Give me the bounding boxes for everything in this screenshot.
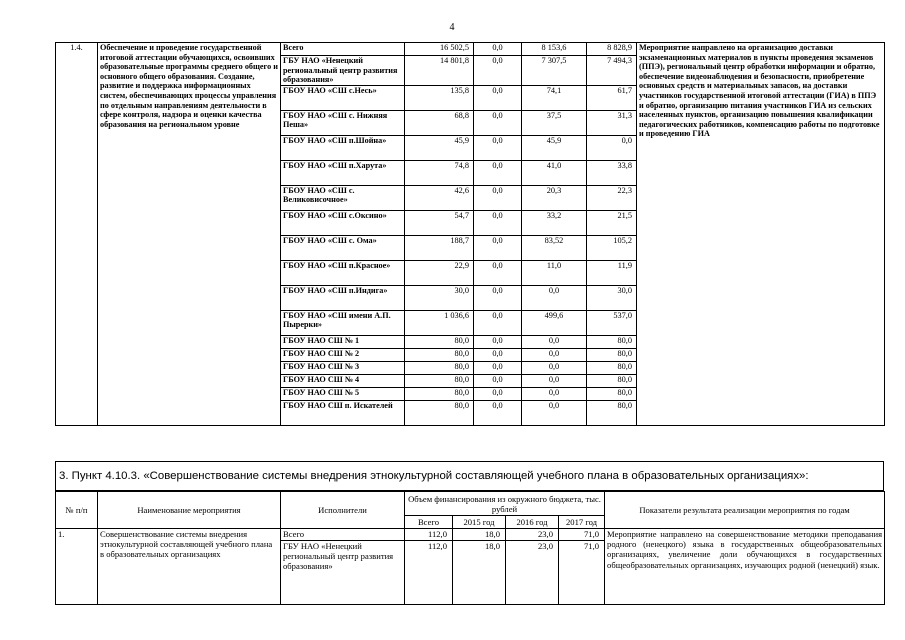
executor-name: ГБОУ НАО «СШ п.Шойна»	[281, 135, 405, 160]
amount-total: 80,0	[405, 361, 474, 374]
amount-total: 45,9	[405, 135, 474, 160]
executor-name: ГБУ НАО «Ненецкий региональный центр развития образования»	[281, 541, 405, 605]
amount-2016: 11,0	[522, 260, 587, 285]
header-executors: Исполнители	[281, 492, 405, 529]
activity-table-1-4	[55, 42, 885, 426]
section-title: 3. Пункт 4.10.3. «Совершенствование системы внедрения этнокультурной составляющей учебного плана в образовательных организациях»:	[55, 461, 884, 491]
header-total: Всего	[405, 516, 453, 529]
amount-2016: 23,0	[506, 541, 559, 605]
activity-name: Совершенствование системы внедрения этнокультурной составляющей учебного плана в образовательных организациях	[98, 529, 281, 605]
amount-2015: 0,0	[474, 361, 522, 374]
amount-2017: 7 494,3	[587, 56, 637, 86]
amount-2017: 71,0	[559, 541, 605, 605]
amount-2015: 0,0	[474, 210, 522, 235]
amount-total: 80,0	[405, 400, 474, 425]
amount-2015: 0,0	[474, 43, 522, 56]
amount-2017: 22,3	[587, 185, 637, 210]
amount-total: 14 801,8	[405, 56, 474, 86]
amount-2015: 18,0	[453, 529, 506, 541]
executor-name: ГБОУ НАО «СШ с.Несь»	[281, 85, 405, 110]
header-2015: 2015 год	[453, 516, 506, 529]
result-description: Мероприятие направлено на совершенствование методики преподавания родного (ненецкого) языка в государственных общеобразовательных организациях, увеличение доли обучающихся в государственных общеобразовательных организациях, изучающих родной (ненецкий) язык.	[605, 529, 885, 605]
amount-total: 188,7	[405, 235, 474, 260]
amount-2015: 0,0	[474, 387, 522, 400]
amount-total: 54,7	[405, 210, 474, 235]
amount-2017: 80,0	[587, 374, 637, 387]
amount-2016: 41,0	[522, 160, 587, 185]
amount-2016: 33,2	[522, 210, 587, 235]
executor-name: ГБОУ НАО «СШ с. Ома»	[281, 235, 405, 260]
executor-name: ГБОУ НАО «СШ п.Индига»	[281, 285, 405, 310]
amount-2017: 105,2	[587, 235, 637, 260]
amount-2016: 499,6	[522, 310, 587, 335]
amount-2017: 80,0	[587, 400, 637, 425]
amount-2016: 0,0	[522, 400, 587, 425]
amount-2016: 0,0	[522, 387, 587, 400]
amount-total: 68,8	[405, 110, 474, 135]
amount-total: 22,9	[405, 260, 474, 285]
executor-name: ГБОУ НАО «СШ п.Харута»	[281, 160, 405, 185]
executor-name: Всего	[281, 43, 405, 56]
row-number: 1.	[56, 529, 98, 605]
amount-2016: 7 307,5	[522, 56, 587, 86]
amount-total: 112,0	[405, 529, 453, 541]
executor-name: ГБОУ НАО СШ № 4	[281, 374, 405, 387]
amount-2016: 0,0	[522, 335, 587, 348]
executor-name: ГБОУ НАО СШ п. Искателей	[281, 400, 405, 425]
amount-2015: 0,0	[474, 335, 522, 348]
amount-2015: 0,0	[474, 260, 522, 285]
amount-2017: 11,9	[587, 260, 637, 285]
amount-total: 80,0	[405, 374, 474, 387]
activity-table-4-10-3	[55, 491, 885, 605]
amount-2016: 8 153,6	[522, 43, 587, 56]
executor-name: ГБОУ НАО «СШ с. Великовисочное»	[281, 185, 405, 210]
executor-name: ГБОУ НАО СШ № 5	[281, 387, 405, 400]
amount-2017: 80,0	[587, 361, 637, 374]
amount-2015: 0,0	[474, 235, 522, 260]
amount-total: 80,0	[405, 348, 474, 361]
amount-2015: 0,0	[474, 110, 522, 135]
activity-name: Обеспечение и проведение государственной итоговой аттестации обучающихся, освоивших образовательные программы среднего общего и основного общего образования. Создание, развитие и поддержка информационных систем, обеспечивающих процессы управления по отдельным направлениям деятельности в сфере контроля, надзора и оценки качества образования на региональном уровне	[98, 43, 281, 426]
amount-2015: 0,0	[474, 160, 522, 185]
amount-total: 30,0	[405, 285, 474, 310]
amount-2017: 80,0	[587, 387, 637, 400]
amount-total: 16 502,5	[405, 43, 474, 56]
amount-total: 74,8	[405, 160, 474, 185]
amount-2017: 33,8	[587, 160, 637, 185]
amount-2015: 18,0	[453, 541, 506, 605]
amount-2015: 0,0	[474, 85, 522, 110]
amount-2016: 0,0	[522, 361, 587, 374]
amount-2015: 0,0	[474, 185, 522, 210]
header-2017: 2017 год	[559, 516, 605, 529]
amount-total: 80,0	[405, 335, 474, 348]
amount-2017: 61,7	[587, 85, 637, 110]
executor-name: ГБОУ НАО «СШ с.Оксино»	[281, 210, 405, 235]
amount-2017: 80,0	[587, 335, 637, 348]
amount-2015: 0,0	[474, 310, 522, 335]
amount-2017: 0,0	[587, 135, 637, 160]
amount-total: 135,8	[405, 85, 474, 110]
amount-2015: 0,0	[474, 135, 522, 160]
executor-name: ГБУ НАО «Ненецкий региональный центр развития образования»	[281, 56, 405, 86]
amount-2015: 0,0	[474, 374, 522, 387]
amount-total: 112,0	[405, 541, 453, 605]
amount-2015: 0,0	[474, 348, 522, 361]
header-activity: Наименование мероприятия	[98, 492, 281, 529]
amount-2016: 83,52	[522, 235, 587, 260]
page-number: 4	[449, 22, 455, 33]
amount-2017: 31,3	[587, 110, 637, 135]
amount-total: 1 036,6	[405, 310, 474, 335]
amount-2017: 80,0	[587, 348, 637, 361]
amount-2017: 71,0	[559, 529, 605, 541]
amount-2017: 21,5	[587, 210, 637, 235]
amount-2017: 30,0	[587, 285, 637, 310]
result-description: Мероприятие направлено на организацию доставки экзаменационных материалов в пункты проведения экзаменов (ППЭ), региональный центр обработки информации и обратно, обеспечение видеонаблюдения и безопасности, приобретение основных средств и материальных запасов, на доставки участников государственной итоговой аттестации (ГИА) в ППЭ и обратно, организацию питания участников ГИА из сельских населенных пунктов, организацию повышения квалификации педагогических работников, компенсацию работы по подготовке и проведению ГИА	[637, 43, 885, 426]
executor-name: ГБОУ НАО «СШ п.Красное»	[281, 260, 405, 285]
header-result: Показатели результата реализации мероприятия по годам	[605, 492, 885, 529]
header-funding: Объем финансирования из окружного бюджета, тыс. рублей	[405, 492, 605, 516]
amount-2016: 45,9	[522, 135, 587, 160]
executor-name: Всего	[281, 529, 405, 541]
executor-name: ГБОУ НАО СШ № 2	[281, 348, 405, 361]
row-number: 1.4.	[56, 43, 98, 426]
amount-2015: 0,0	[474, 56, 522, 86]
header-2016: 2016 год	[506, 516, 559, 529]
amount-2015: 0,0	[474, 400, 522, 425]
header-num: № п/п	[56, 492, 98, 529]
amount-2017: 8 828,9	[587, 43, 637, 56]
amount-2016: 0,0	[522, 374, 587, 387]
amount-2016: 0,0	[522, 348, 587, 361]
amount-2016: 0,0	[522, 285, 587, 310]
executor-name: ГБОУ НАО «СШ имени А.П. Пырерки»	[281, 310, 405, 335]
amount-2017: 537,0	[587, 310, 637, 335]
amount-2015: 0,0	[474, 285, 522, 310]
amount-2016: 37,5	[522, 110, 587, 135]
executor-name: ГБОУ НАО «СШ с. Нижняя Пеша»	[281, 110, 405, 135]
executor-name: ГБОУ НАО СШ № 3	[281, 361, 405, 374]
amount-2016: 23,0	[506, 529, 559, 541]
executor-name: ГБОУ НАО СШ № 1	[281, 335, 405, 348]
amount-2016: 74,1	[522, 85, 587, 110]
amount-total: 80,0	[405, 387, 474, 400]
amount-total: 42,6	[405, 185, 474, 210]
amount-2016: 20,3	[522, 185, 587, 210]
